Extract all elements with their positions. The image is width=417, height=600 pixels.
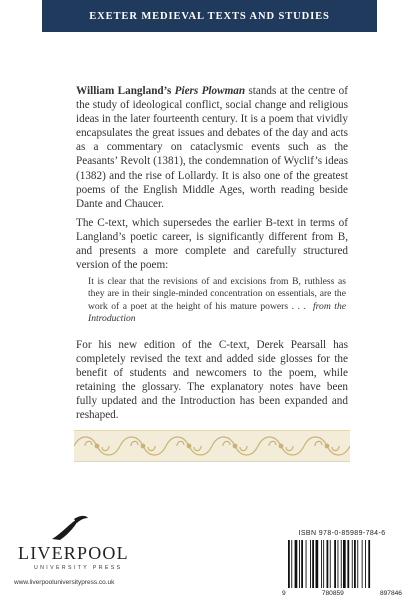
- barcode-digits: [282, 590, 402, 597]
- work-title: Piers Plowman: [174, 85, 246, 97]
- barcode-bar: [323, 540, 324, 588]
- ornament-dot: [141, 444, 145, 448]
- barcode-bar: [330, 540, 331, 588]
- barcode-bar: [295, 540, 298, 588]
- pull-quote: [88, 276, 346, 326]
- barcode-digit-group: 897846: [379, 590, 402, 597]
- blurb-paragraph-intro: [76, 84, 348, 211]
- liver-bird-mark-icon: [50, 513, 90, 543]
- barcode-bar: [310, 540, 311, 588]
- barcode-bar: [365, 540, 366, 588]
- isbn-label: ISBN 978-0-85989-784-6: [298, 530, 386, 537]
- barcode-bar: [352, 540, 353, 588]
- barcode-bar: [306, 540, 307, 588]
- blurb-intro-text: stands at the centre of the study of ideological conflict, social change and religious ideas in the later fourteenth century. It is a poem that vividly encapsulates the great issues and debates of the day and acts as a commentary on cataclysmic events such as the Peasants’ Revolt (1381), the condemnation of Wyclif’s ideas (1382) and the rise of Lollardy. It is also one of the greatest poems of the English Middle Ages, worth reading beside Dante and Chaucer.: [76, 85, 348, 210]
- publisher-logo: [14, 513, 134, 593]
- barcode-digit-group: 780859: [321, 590, 344, 597]
- blurb-paragraph-edition: For his new edition of the C-text, Derek Pearsall has completely revised the text and added side glosses for the benefit of students and newcomers to the poem, while retaining the glossary. The explanatory notes have been fully updated and the Introduction has been expanded and reshaped.: [76, 339, 348, 422]
- ornament-dot: [325, 444, 329, 448]
- barcode-bar: [316, 540, 319, 588]
- blurb-paragraph-ctext: The C-text, which supersedes the earlier B-text in terms of Langland’s poetic career, is significantly different from B, and presents a more complete and carefully structured version of the poem:: [76, 217, 348, 272]
- barcode-bar: [343, 540, 346, 588]
- ornament-dot: [233, 444, 237, 448]
- series-header-band: [42, 0, 377, 32]
- barcode-bar: [291, 540, 292, 588]
- author-name: William Langland’s: [76, 85, 172, 97]
- barcode-bar: [334, 540, 336, 588]
- barcode-bar: [312, 540, 314, 588]
- isbn-barcode-block: [282, 530, 402, 598]
- barcode-bar: [321, 540, 322, 588]
- quote-text: It is clear that the revisions of and excisions from B, ruthless as they are in their single-minded concentration on essentials, are the work of a poet at the height of his mature powers . . .: [88, 276, 346, 312]
- ornament-dot: [279, 444, 283, 448]
- barcode-bar: [338, 540, 339, 588]
- barcode-bar: [327, 540, 329, 588]
- barcode-bar: [368, 540, 370, 588]
- publisher-name: LIVERPOOL: [18, 543, 129, 563]
- barcode-bar: [354, 540, 356, 588]
- quote-attribution: from the Introduction: [88, 300, 347, 325]
- barcode-bar: [288, 540, 290, 588]
- series-title: EXETER MEDIEVAL TEXTS AND STUDIES: [89, 10, 330, 22]
- barcode-bar: [301, 540, 303, 588]
- barcode-bar: [362, 540, 363, 588]
- barcode-bar: [347, 540, 349, 588]
- publisher-subtitle: UNIVERSITY PRESS: [34, 565, 123, 571]
- ornament-dot: [95, 444, 99, 448]
- decorative-ornament-band: [74, 430, 350, 462]
- barcode-icon: [282, 540, 402, 590]
- publisher-url: www.liverpooluniversitypress.co.uk: [14, 579, 115, 586]
- ornament-dot: [187, 444, 191, 448]
- barcode-bar: [341, 540, 342, 588]
- barcode-bar: [357, 540, 358, 588]
- barcode-digit-group: 9: [282, 590, 286, 597]
- ornament-pattern: [74, 431, 350, 461]
- barcode-bar: [299, 540, 300, 588]
